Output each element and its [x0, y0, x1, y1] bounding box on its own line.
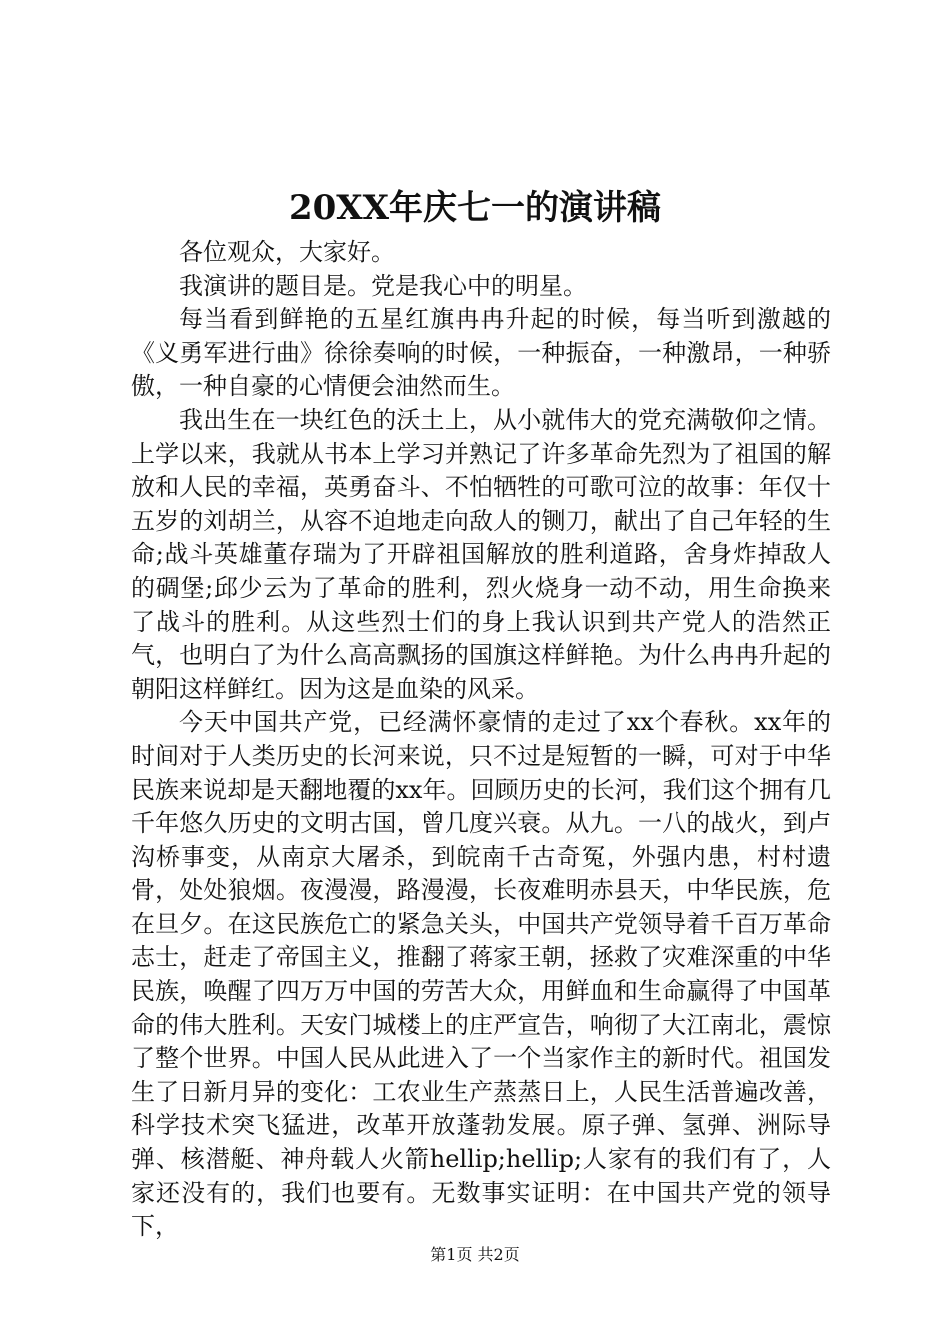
paragraph: 我演讲的题目是。党是我心中的明星。: [179, 271, 587, 300]
document-body: [131, 236, 831, 1244]
paragraph: 今天中国共产党，已经满怀豪情的走过了xx个春秋。xx年的时间对于人类历史的长河来说，只不过是短暂的一瞬，可对于中华民族来说却是天翻地覆的xx年。回顾历史的长河，我们这个拥有几千年悠久历史的文明古国，曾几度兴衰。从九。一八的战火，到卢沟桥事变，从南京大屠杀，到皖南千古奇冤，外强内患，村村遗骨，处处狼烟。夜漫漫，路漫漫，长夜难明赤县天，中华民族，危在旦夕。在这民族危亡的紧急关头，中国共产党领导着千百万革命志士，赶走了帝国主义，推翻了蒋家王朝，拯救了灾难深重的中华民族，唤醒了四万万中国的劳苦大众，用鲜血和生命赢得了中国革命的伟大胜利。天安门城楼上的庄严宣告，响彻了大江南北，震惊了整个世界。中国人民从此进入了一个当家作主的新时代。祖国发生了日新月异的变化：工农业生产蒸蒸日上，人民生活普遍改善，科学技术突飞猛进，改革开放蓬勃发展。原子弹、氢弹、洲际导弹、核潜艇、神舟载人火箭hellip;hellip;人家有的我们有了，人家还没有的，我们也要有。无数事实证明：在中国共产党的领导下，: [131, 708, 831, 1241]
paragraph: 各位观众，大家好。: [179, 238, 395, 266]
paragraph: 我出生在一块红色的沃土上，从小就伟大的党充满敬仰之情。上学以来，我就从书本上学习并熟记了许多革命先烈为了祖国的解放和人民的幸福，英勇奋斗、不怕牺牲的可歌可泣的故事：年仅十五岁的刘胡兰，从容不迫地走向敌人的铡刀，献出了自己年轻的生命;战斗英雄董存瑞为了开辟祖国解放的胜利道路，舍身炸掉敌人的碉堡;邱少云为了革命的胜利，烈火烧身一动不动，用生命换来了战斗的胜利。从这些烈士们的身上我认识到共产党人的浩然正气，也明白了为什么高高飘扬的国旗这样鲜艳。为什么冉冉升起的朝阳这样鲜红。因为这是血染的风采。: [131, 405, 831, 703]
paragraph: 每当看到鲜艳的五星红旗冉冉升起的时候，每当听到激越的《义勇军进行曲》徐徐奏响的时候，一种振奋，一种激昂，一种骄傲，一种自豪的心情便会油然而生。: [131, 305, 831, 401]
document-title: 20XX年庆七一的演讲稿: [288, 188, 662, 228]
page-footer: 第1页 共2页: [430, 1245, 520, 1264]
